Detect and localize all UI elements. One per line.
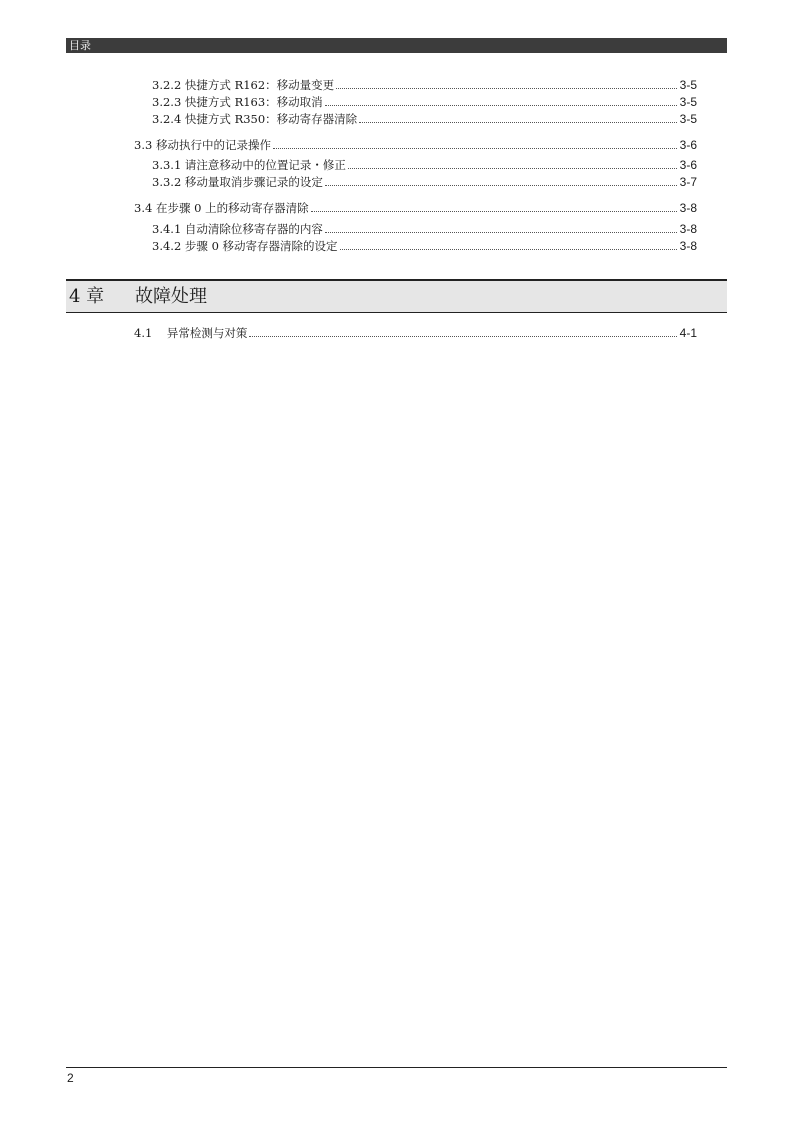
dot-leader [340, 249, 677, 250]
toc-entry-3-2-2[interactable] [152, 77, 697, 93]
toc-page-ref: 3-8 [679, 239, 697, 253]
toc-page-ref: 3-5 [679, 112, 697, 126]
toc-page-ref: 3-6 [679, 138, 697, 152]
toc-entry-text: 3.3.1 请注意移动中的位置记录・修正 [152, 158, 346, 172]
dot-leader [348, 168, 677, 169]
toc-page-ref: 3-7 [679, 175, 697, 189]
toc-page-ref: 3-5 [679, 95, 697, 109]
header-title: 目录 [69, 39, 91, 52]
dot-leader [325, 185, 677, 186]
toc-entry-3-2-4[interactable] [152, 111, 697, 127]
dot-leader [311, 211, 677, 212]
chapter-heading [66, 279, 727, 313]
toc-entry-3-2-3[interactable] [152, 94, 697, 110]
toc-entry-3-3-2[interactable] [152, 174, 697, 190]
dot-leader [336, 88, 676, 89]
toc-entry-text: 3.3.2 移动量取消步骤记录的设定 [152, 175, 323, 189]
dot-leader [273, 148, 677, 149]
toc-page-ref: 3-8 [679, 201, 697, 215]
dot-leader [325, 232, 677, 233]
footer-page-number: 2 [67, 1071, 74, 1085]
toc-page-ref: 3-6 [679, 158, 697, 172]
chapter-number: 4 章 [69, 286, 105, 307]
toc-entry-text: 4.1 异常检测与对策 [134, 326, 248, 340]
toc-entry-3-4[interactable] [134, 200, 697, 216]
dot-leader [249, 336, 676, 337]
toc-entry-text: 3.2.3 快捷方式 R163：移动取消 [152, 95, 323, 109]
dot-leader [359, 122, 676, 123]
toc-page-ref: 3-5 [679, 78, 697, 92]
toc-entry-4-1[interactable] [134, 325, 697, 341]
toc-page-ref: 4-1 [679, 326, 697, 340]
toc-entry-text: 3.4 在步骤 0 上的移动寄存器清除 [134, 201, 309, 215]
chapter-title: 故障处理 [135, 286, 207, 307]
toc-entry-3-3-1[interactable] [152, 157, 697, 173]
toc-entry-text: 3.2.2 快捷方式 R162：移动量变更 [152, 78, 335, 92]
footer-rule [66, 1067, 727, 1068]
header-bar [66, 38, 727, 53]
toc-entry-3-3[interactable] [134, 137, 697, 153]
toc-entry-text: 3.4.1 自动清除位移寄存器的内容 [152, 222, 323, 236]
toc-entry-text: 3.4.2 步骤 0 移动寄存器清除的设定 [152, 239, 338, 253]
toc-entry-text: 3.2.4 快捷方式 R350：移动寄存器清除 [152, 112, 358, 126]
toc-page-ref: 3-8 [679, 222, 697, 236]
toc-entry-3-4-1[interactable] [152, 221, 697, 237]
dot-leader [325, 105, 677, 106]
toc-entry-3-4-2[interactable] [152, 238, 697, 254]
toc-entry-text: 3.3 移动执行中的记录操作 [134, 138, 271, 152]
